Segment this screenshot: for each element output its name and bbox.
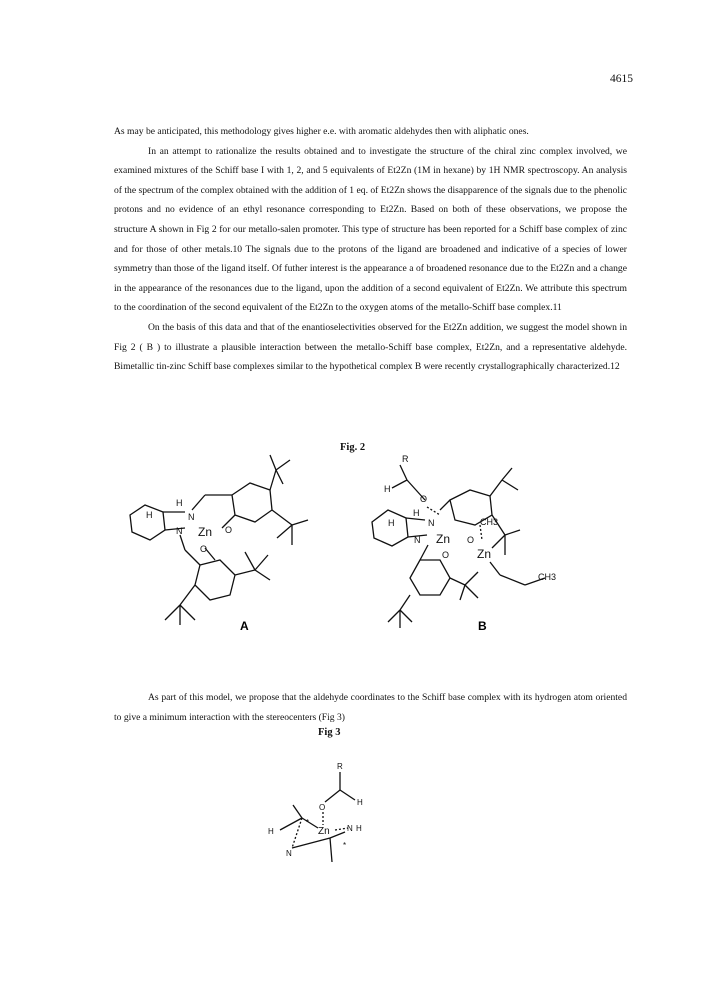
atom-label: H [268, 827, 274, 836]
atom-label: N [188, 512, 195, 522]
bond [325, 790, 340, 802]
atom-label: N [347, 824, 353, 833]
atom-label: Zn [477, 547, 492, 561]
atom-label: H [146, 510, 153, 520]
atom-label: H [357, 798, 363, 807]
bond [293, 805, 302, 818]
bond [465, 572, 478, 585]
bond [276, 470, 283, 484]
bond [235, 570, 255, 575]
coordination-bond [427, 507, 440, 515]
bond [460, 585, 465, 600]
figure-2-caption: Fig. 2 [340, 442, 366, 453]
atom-label: Zn [318, 826, 330, 837]
bond [245, 552, 255, 570]
atom-label: N [428, 518, 435, 528]
atom-label: O [200, 544, 208, 554]
bond [185, 550, 200, 565]
structure-b [372, 465, 545, 628]
bond [292, 838, 330, 848]
bond [505, 530, 520, 535]
upper-aryl-ring [232, 483, 272, 522]
bond [192, 495, 205, 510]
bond [165, 605, 180, 620]
atom-label: N [176, 526, 183, 536]
cyclohexane-ring [372, 510, 408, 546]
stereocenter-marker: * [343, 841, 347, 850]
atom-label: O [225, 525, 233, 535]
bond [330, 832, 345, 838]
bond [490, 562, 500, 575]
bond [270, 470, 276, 490]
structure-b-label: B [478, 619, 487, 633]
bond [330, 838, 332, 862]
bond [388, 610, 400, 622]
paragraph: As may be anticipated, this methodology gives higher e.e. with aromatic aldehydes then with aliphatic ones. [114, 126, 529, 137]
bond [400, 465, 407, 480]
bond [180, 605, 195, 620]
bond [280, 818, 302, 830]
bond [276, 460, 290, 470]
bond [502, 468, 512, 480]
bond [400, 595, 410, 610]
coordination-bond [480, 525, 482, 540]
lower-aryl-ring [410, 560, 450, 595]
figure-3-atoms [268, 762, 363, 858]
bond [406, 518, 425, 520]
atom-label: H [388, 518, 395, 528]
bond [492, 535, 505, 548]
bond [272, 510, 292, 525]
bond [277, 525, 292, 538]
stereocenter-marker: * [306, 818, 310, 827]
page-number: 4615 [610, 73, 633, 85]
structure-a [130, 455, 308, 625]
bond [340, 790, 355, 800]
bond [270, 455, 276, 470]
bond [502, 480, 518, 490]
bond [490, 480, 502, 496]
structure-a-atoms [146, 498, 232, 554]
atom-label: CH3 [538, 572, 557, 582]
bond [400, 610, 412, 622]
atom-label: Zn [436, 532, 451, 546]
bond [450, 578, 465, 585]
bond [255, 555, 268, 570]
bond [180, 535, 185, 550]
bond [465, 585, 478, 598]
paragraph: On the basis of this data and that of the enantioselectivities observed for the Et2Zn addition, we suggest the model shown in Fig 2 ( B ) to illustrate a plausible interaction between the metallo-Schiff base complex, Et2Zn, and a representative aldehyde. Bimetallic tin-zinc Schiff base complexes similar to the hypothetical complex B were recently crystallographically characterized.12 [114, 321, 627, 373]
atom-label: N [414, 535, 421, 545]
atom-label: O [467, 535, 475, 545]
bond [292, 520, 308, 525]
bond [302, 818, 318, 828]
lower-aryl-ring [195, 560, 235, 600]
atom-label: H [413, 508, 420, 518]
atom-label: H [384, 484, 391, 494]
body-text-bottom [114, 688, 627, 727]
paragraph: In an attempt to rationalize the results obtained and to investigate the structure of the chiral zinc complex involved, we examined mixtures of the Schiff base I with 1, 2, and 5 equivalents of Et2Zn (1M in hexane) by 1H NMR spectroscopy. An analysis of the spectrum of the complex obtained with the addition of 1 eq. of Et2Zn shows the disapparence of the signals due to the phenolic protons and no evidence of an ethyl resonance corresponding to Et2Zn. Based on both of these observations, we propose the structure A shown in Fig 2 for our metallo-salen promoter. This type of structure has been reported for a Schiff base complex of zinc and for those of other metals.10 The signals due to the protons of the ligand are broadened and indicative of a species of lower symmetry than those of the ligand itself. Of futher interest is the appearance a of broadened resonance due to the Et2Zn and a change in the appearance of the resonances due to the ligand, upon the addition of a second equivalent of Et2Zn. We attribute this spectrum to the coordination of the second equivalent of the Et2Zn to the oxygen atoms of the metallo-Schiff base complex.11 [114, 145, 627, 314]
paragraph: As part of this model, we propose that the aldehyde coordinates to the Schiff base complex with its hydrogen atom oriented to give a minimum interaction with the stereocenters (Fig 3) [114, 692, 627, 723]
atom-label: H [356, 824, 362, 833]
atom-label: N [286, 849, 292, 858]
atom-label: R [337, 762, 343, 771]
atom-label: Zn [198, 525, 213, 539]
bond [255, 570, 270, 580]
bond [420, 545, 428, 560]
atom-label: R [402, 454, 409, 464]
bond [440, 500, 450, 510]
atom-label: O [420, 494, 428, 504]
bond [180, 585, 195, 605]
atom-label: O [442, 550, 450, 560]
bond [500, 575, 525, 585]
structure-a-label: A [240, 619, 249, 633]
atom-label: CH3 [480, 517, 499, 527]
figure-3-caption: Fig 3 [318, 727, 341, 738]
bond [392, 480, 407, 488]
atom-label: H [176, 498, 183, 508]
atom-label: O [319, 803, 326, 812]
